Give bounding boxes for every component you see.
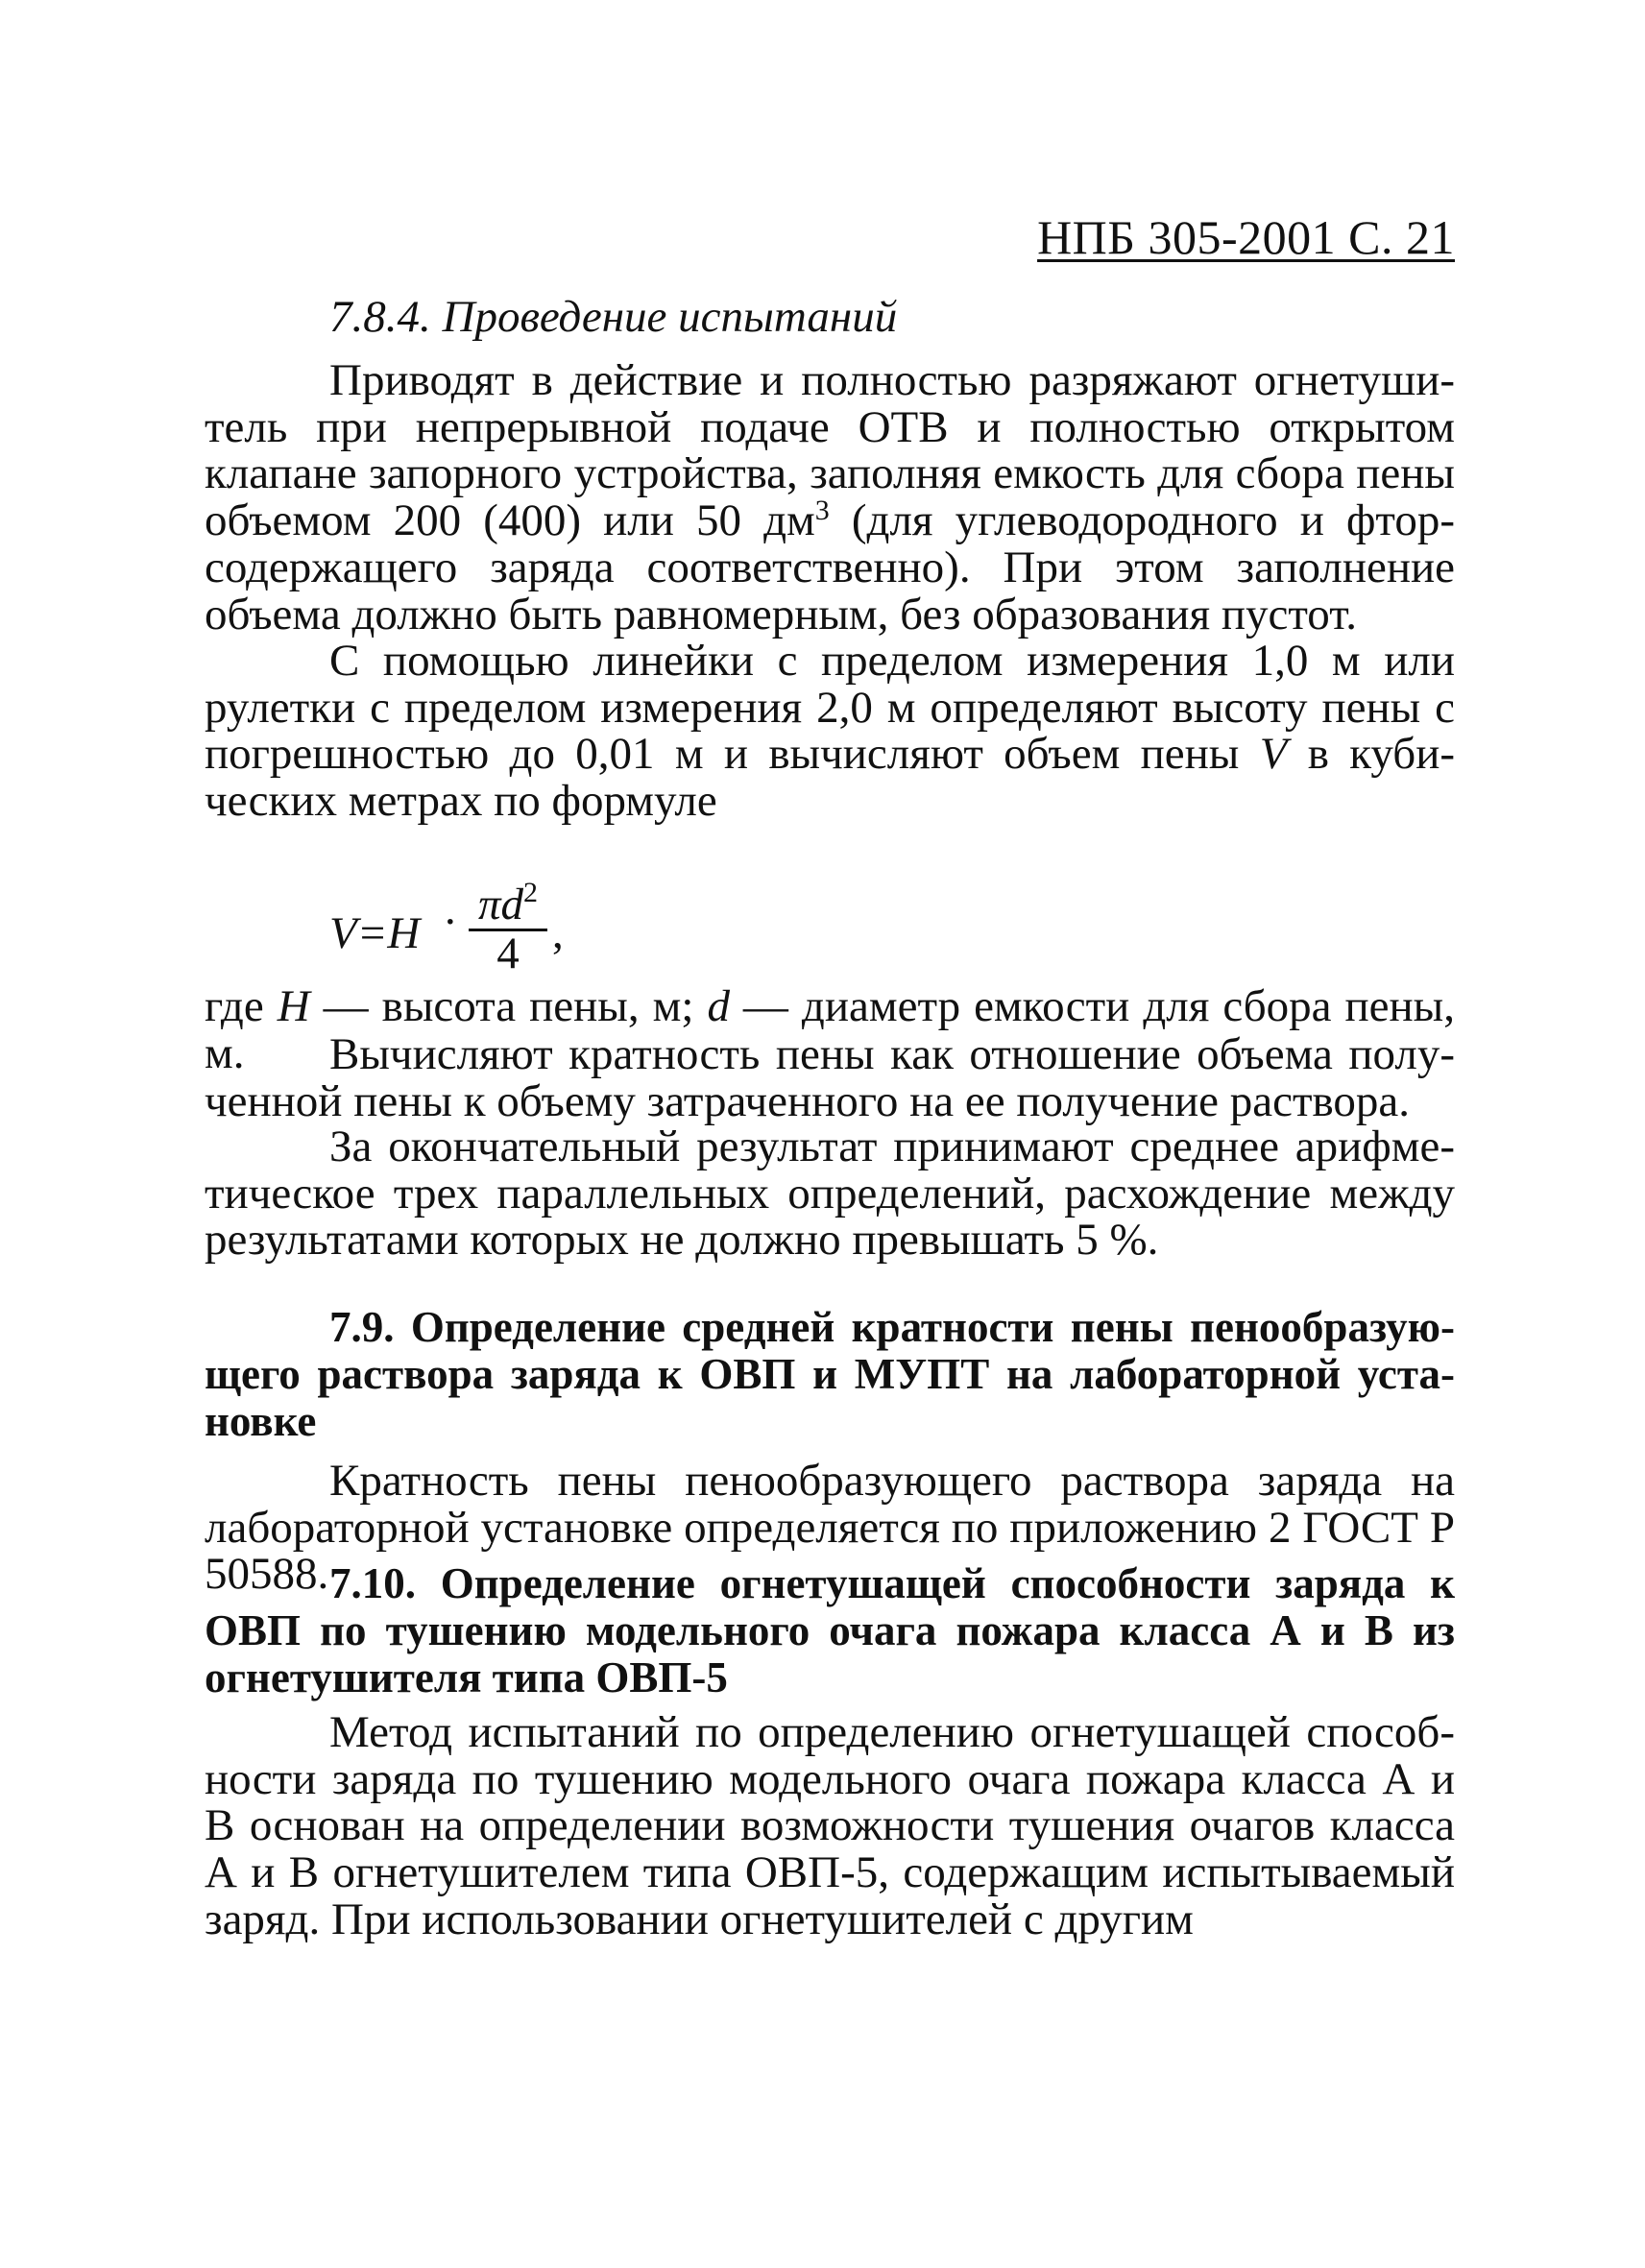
paragraph-text <box>205 357 1455 638</box>
paragraph-text <box>205 638 1455 825</box>
variable-d: d <box>707 981 730 1031</box>
section-7-8-4-title: 7.8.4. Проведение испытаний <box>329 292 898 342</box>
section-7-9 <box>205 1304 1455 1445</box>
section-7-8-4-paragraph-3 <box>205 1031 1455 1124</box>
section-7-10 <box>205 1560 1455 1701</box>
section-7-8-4 <box>205 293 1455 341</box>
formula-lhs: V=H <box>329 908 421 958</box>
section-7-10-paragraph <box>205 1709 1455 1943</box>
volume-formula <box>329 869 714 994</box>
section-7-10-title: 7.10. Определение огнетушащей способности заряда к ОВП по тушению модельного очага пожара класса А и В из огнетушителя типа ОВП-5 <box>205 1559 1455 1701</box>
section-7-8-4-paragraph-2 <box>205 638 1455 825</box>
paragraph-text-part: С помощью линейки с пределом измерения 1,0 м или рулетки с пределом измерения 2,0 м определяют высоту пены с погрешностью до 0,01 м и вычисляют объем пены <box>205 636 1455 780</box>
formula-fraction <box>469 869 547 976</box>
paragraph-text: Кратность пены пенообразующего раствора заряда на лабораторной установке определяется по приложению 2 ГОСТ Р 50588. <box>205 1456 1455 1600</box>
superscript: 3 <box>814 495 830 527</box>
numerator-text: πd <box>477 880 524 929</box>
paragraph-text: Вычисляют кратность пены как отношение объема полученной пены к объему затраченного на ее получение раствора. <box>205 1029 1455 1126</box>
legend-part: — высота пены, м; <box>309 981 708 1031</box>
numerator-exponent: 2 <box>523 877 539 908</box>
variable-h: H <box>277 981 310 1031</box>
document-page <box>205 0 1455 2268</box>
variable-v: V <box>1259 729 1288 780</box>
section-7-8-4-paragraph-1 <box>205 357 1455 638</box>
formula-numerator <box>469 869 547 929</box>
formula-multiplication-dot: · <box>443 897 458 947</box>
document-reference-header: НПБ 305-2001 С. 21 <box>1037 210 1455 264</box>
paragraph-text: Метод испытаний по определению огнетушащей способности заряда по тушению модельного очага пожара класса А и В основан на определении возможности тушения очагов класса А и В огнетушителем типа ОВП-5, содержащим испытываемый заряд. При использовании огнетушителей с другим <box>205 1707 1455 1944</box>
formula-comma: , <box>552 908 564 958</box>
paragraph-text-part: Приводят в действие и полностью разряжают огнетушитель при непрерывной подаче ОТВ и полностью открытом клапане запорного устройства, заполняя емкость для сбора пены объемом 200 (400) или 50 дм <box>205 355 1455 546</box>
paragraph-text-part: (для углеводородного и фторсодержащего заряда соответственно). При этом заполнение объема должно быть равномерным, без образования пустот. <box>205 495 1455 639</box>
formula-denominator: 4 <box>496 929 520 978</box>
section-7-8-4-paragraph-4 <box>205 1123 1455 1264</box>
paragraph-text-part: в кубических метрах по формуле <box>205 729 1456 827</box>
legend-part: — диаметр емкости для сбора пены, м. <box>205 981 1456 1078</box>
legend-part: где <box>205 981 278 1031</box>
section-7-9-title: 7.9. Определение средней кратности пены пенообразующего раствора заряда к ОВП и МУПТ на лабораторной установке <box>205 1303 1455 1445</box>
paragraph-text: За окончательный результат принимают среднее арифметическое трех параллельных определений, расхождение между результатами которых не должно превышать 5 %. <box>205 1122 1455 1266</box>
